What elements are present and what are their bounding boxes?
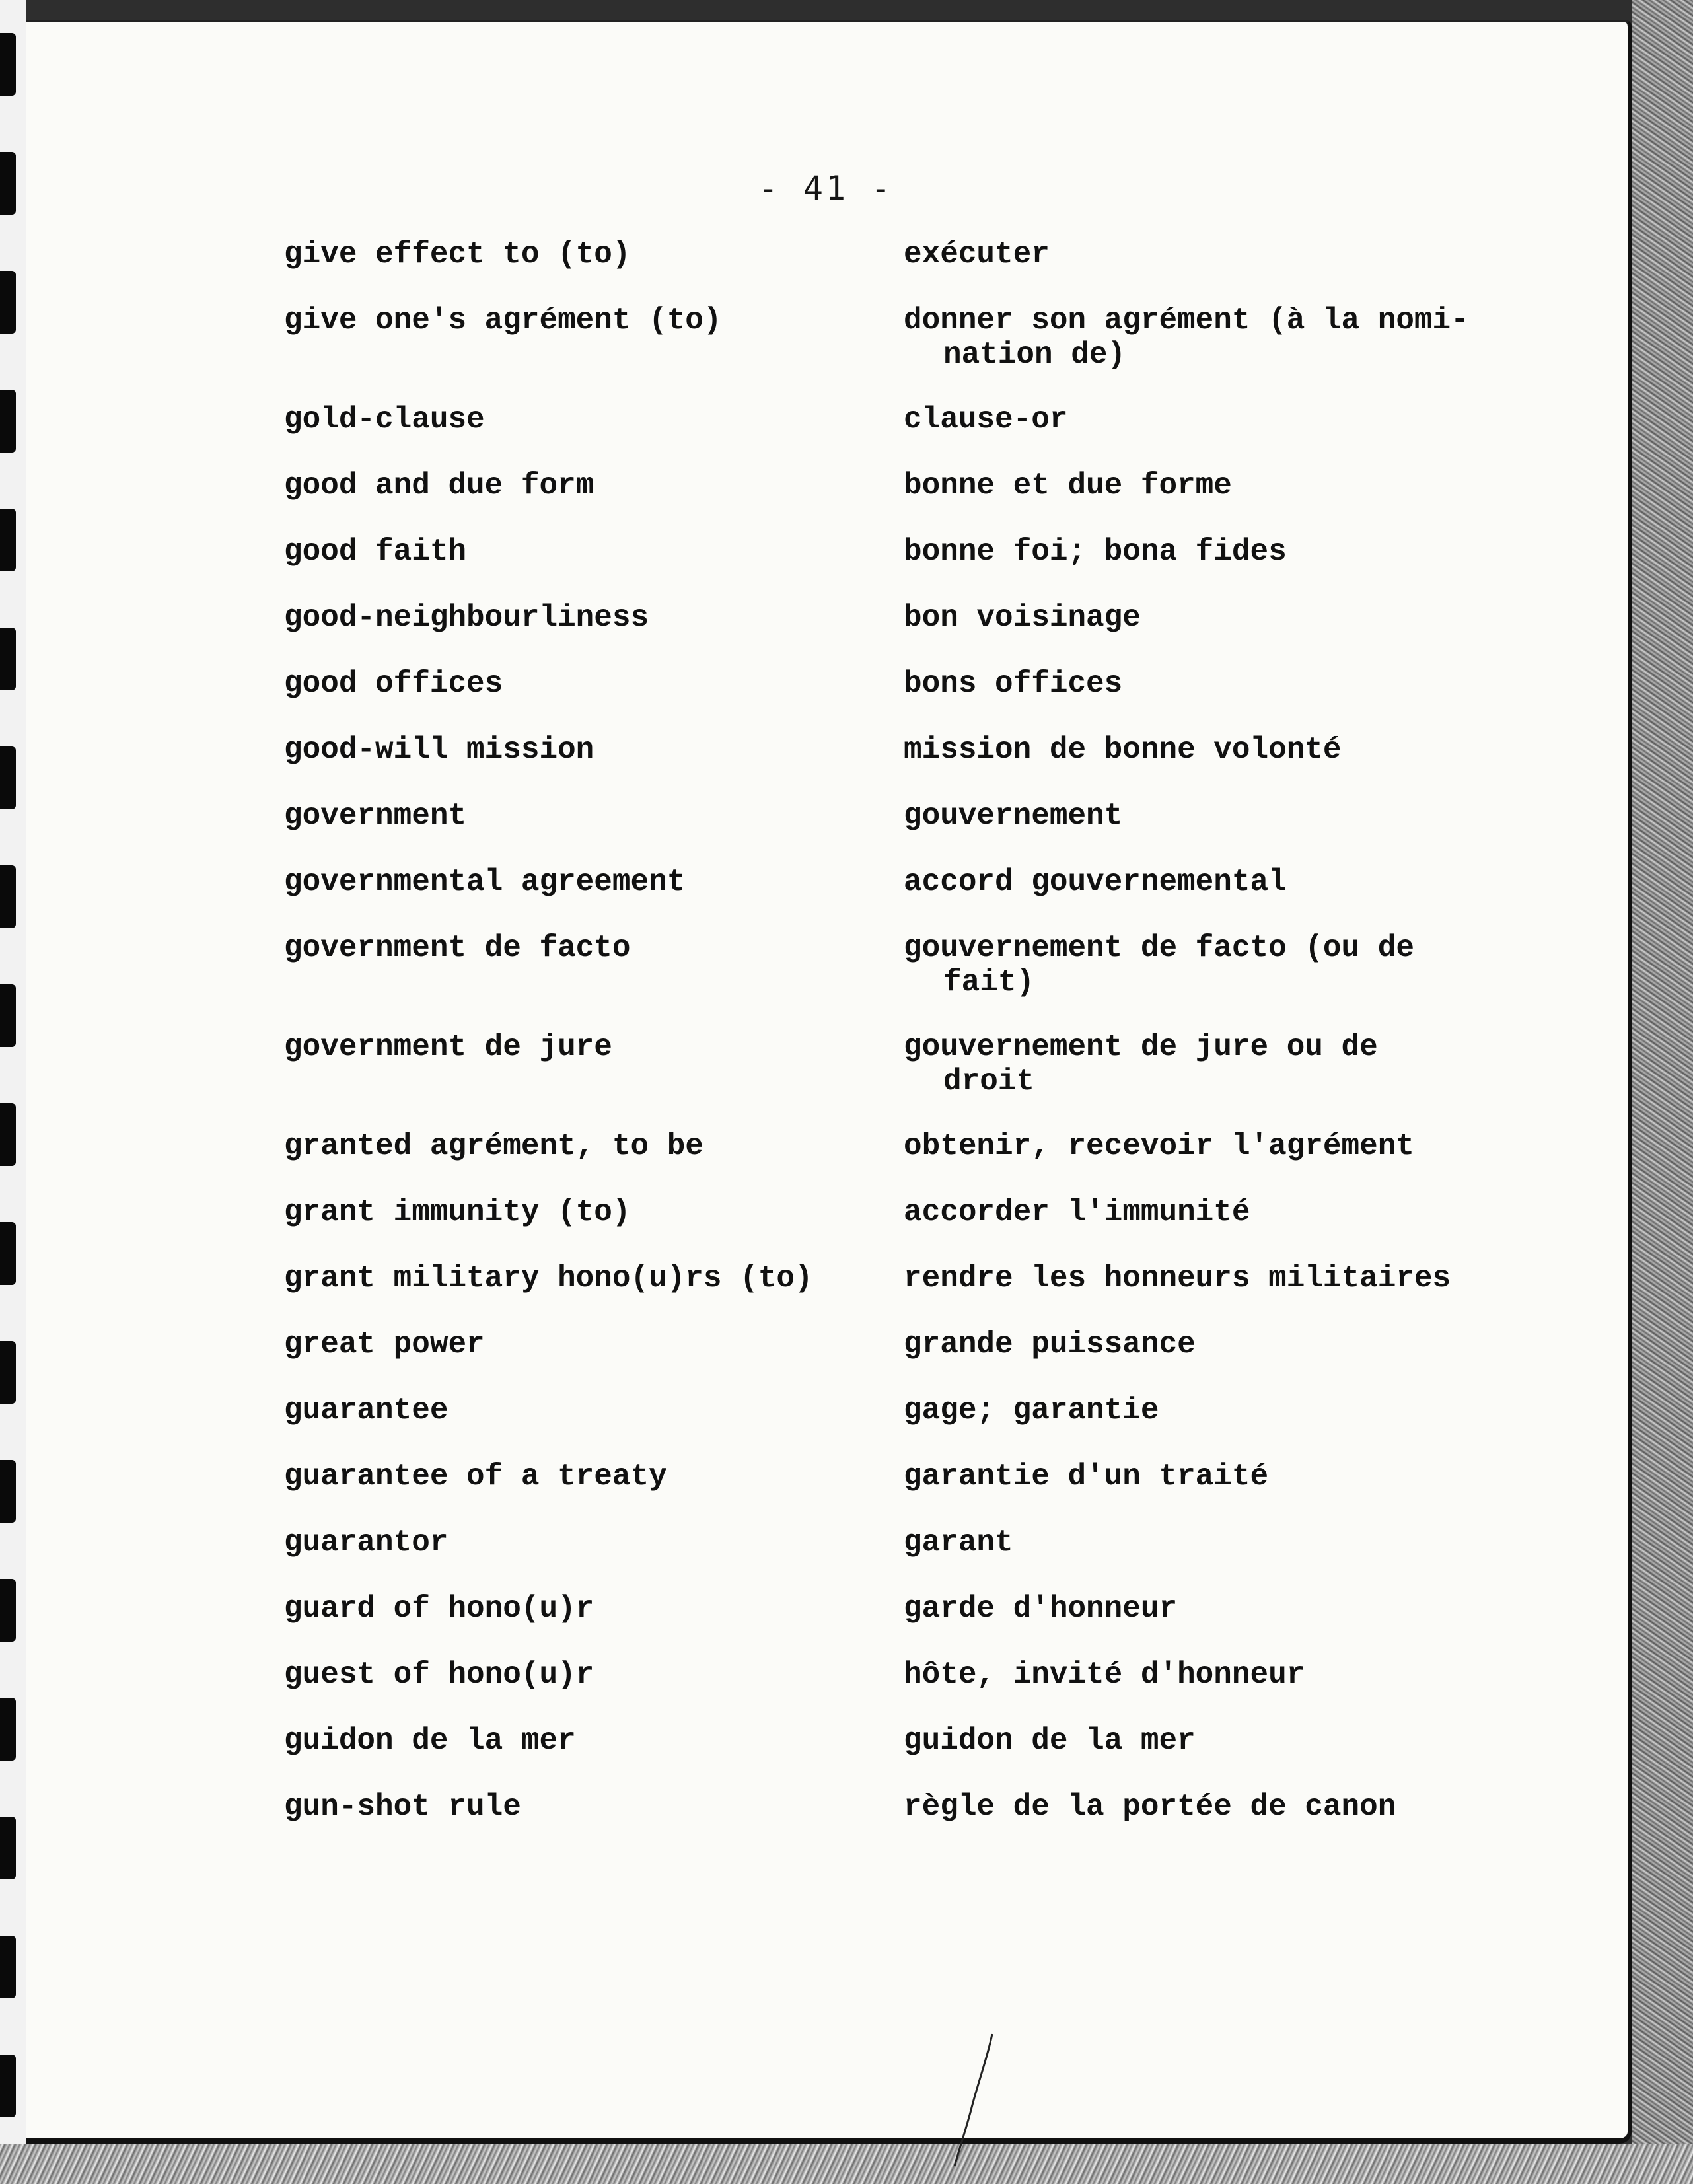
translation-line: accord gouvernemental: [904, 865, 1287, 899]
french-translation: [904, 1459, 1630, 1494]
english-term: granted agrément, to be: [284, 1129, 703, 1163]
translation-line: accorder l'immunité: [904, 1195, 1250, 1229]
binding-slot: [0, 1222, 16, 1285]
english-term: great power: [284, 1327, 485, 1362]
binding-slot: [0, 509, 16, 571]
french-translation: [904, 799, 1630, 833]
french-translation: [904, 1030, 1630, 1099]
translation-line: gouvernement de jure ou de: [904, 1030, 1378, 1064]
french-translation: [904, 402, 1630, 437]
english-term: good-neighbourliness: [284, 601, 649, 635]
english-term: good offices: [284, 667, 503, 701]
binding-slot: [0, 1460, 16, 1523]
translation-line: gouvernement: [904, 799, 1123, 833]
french-translation: [904, 1195, 1630, 1229]
translation-line: guidon de la mer: [904, 1724, 1196, 1758]
page-number: - 41 -: [758, 169, 894, 207]
english-term: guard of hono(u)r: [284, 1591, 594, 1626]
translation-continuation-line: fait): [943, 965, 1035, 1000]
binding-slot: [0, 390, 16, 453]
french-translation: [904, 1129, 1630, 1163]
binding-slot: [0, 1698, 16, 1761]
binding-slot: [0, 271, 16, 334]
translation-line: garant: [904, 1525, 1013, 1560]
translation-line: donner son agrément (à la nomi-: [904, 303, 1469, 338]
translation-line: gage; garantie: [904, 1393, 1159, 1428]
translation-line: bon voisinage: [904, 601, 1141, 635]
english-term: good and due form: [284, 468, 594, 503]
english-term: guest of hono(u)r: [284, 1657, 594, 1692]
english-term: guarantee: [284, 1393, 449, 1428]
english-term: government: [284, 799, 467, 833]
french-translation: [904, 1790, 1630, 1824]
french-translation: [904, 1261, 1630, 1295]
binding-slot: [0, 152, 16, 215]
french-translation: [904, 931, 1630, 1000]
english-term: grant immunity (to): [284, 1195, 631, 1229]
binding-slot: [0, 1579, 16, 1642]
translation-line: mission de bonne volonté: [904, 733, 1342, 767]
binding-slot: [0, 984, 16, 1047]
translation-line: règle de la portée de canon: [904, 1790, 1396, 1824]
translation-continuation-line: droit: [943, 1064, 1035, 1099]
translation-line: obtenir, recevoir l'agrément: [904, 1129, 1414, 1163]
binding-slot: [0, 628, 16, 690]
binding-slot: [0, 2055, 16, 2117]
english-term: guidon de la mer: [284, 1724, 576, 1758]
binding-slot: [0, 865, 16, 928]
french-translation: [904, 733, 1630, 767]
glossary-entries: [26, 22, 1628, 2138]
english-term: gold-clause: [284, 402, 485, 437]
binding-strip: [0, 0, 26, 2184]
french-translation: [904, 1327, 1630, 1362]
english-term: guarantor: [284, 1525, 449, 1560]
translation-continuation-line: nation de): [943, 338, 1126, 372]
translation-line: rendre les honneurs militaires: [904, 1261, 1451, 1295]
french-translation: [904, 1525, 1630, 1560]
translation-line: bons offices: [904, 667, 1123, 701]
translation-line: grande puissance: [904, 1327, 1196, 1362]
english-term: give effect to (to): [284, 237, 631, 272]
translation-line: exécuter: [904, 237, 1050, 272]
translation-line: gouvernement de facto (ou de: [904, 931, 1414, 965]
right-scan-edge: [1632, 0, 1693, 2184]
translation-line: garantie d'un traité: [904, 1459, 1269, 1494]
translation-line: bonne foi; bona fides: [904, 534, 1287, 569]
english-term: good faith: [284, 534, 467, 569]
french-translation: [904, 667, 1630, 701]
french-translation: [904, 1657, 1630, 1692]
translation-line: clause-or: [904, 402, 1068, 437]
binding-slot: [0, 1103, 16, 1166]
english-term: give one's agrément (to): [284, 303, 722, 338]
french-translation: [904, 468, 1630, 503]
french-translation: [904, 601, 1630, 635]
english-term: grant military hono(u)rs (to): [284, 1261, 813, 1295]
paper-page: [26, 20, 1632, 2144]
binding-slot: [0, 746, 16, 809]
english-term: government de jure: [284, 1030, 612, 1064]
french-translation: [904, 1393, 1630, 1428]
english-term: gun-shot rule: [284, 1790, 521, 1824]
binding-slot: [0, 1936, 16, 1998]
french-translation: [904, 303, 1630, 372]
english-term: governmental agreement: [284, 865, 686, 899]
binding-slot: [0, 1817, 16, 1879]
english-term: good-will mission: [284, 733, 594, 767]
translation-line: hôte, invité d'honneur: [904, 1657, 1305, 1692]
bottom-scan-edge: [0, 2144, 1693, 2184]
pen-stroke-mark: [951, 2031, 1004, 2169]
translation-line: garde d'honneur: [904, 1591, 1178, 1626]
binding-slot: [0, 33, 16, 96]
french-translation: [904, 534, 1630, 569]
french-translation: [904, 1724, 1630, 1758]
translation-line: bonne et due forme: [904, 468, 1232, 503]
binding-slot: [0, 1341, 16, 1404]
french-translation: [904, 865, 1630, 899]
french-translation: [904, 237, 1630, 272]
english-term: guarantee of a treaty: [284, 1459, 667, 1494]
french-translation: [904, 1591, 1630, 1626]
english-term: government de facto: [284, 931, 631, 965]
